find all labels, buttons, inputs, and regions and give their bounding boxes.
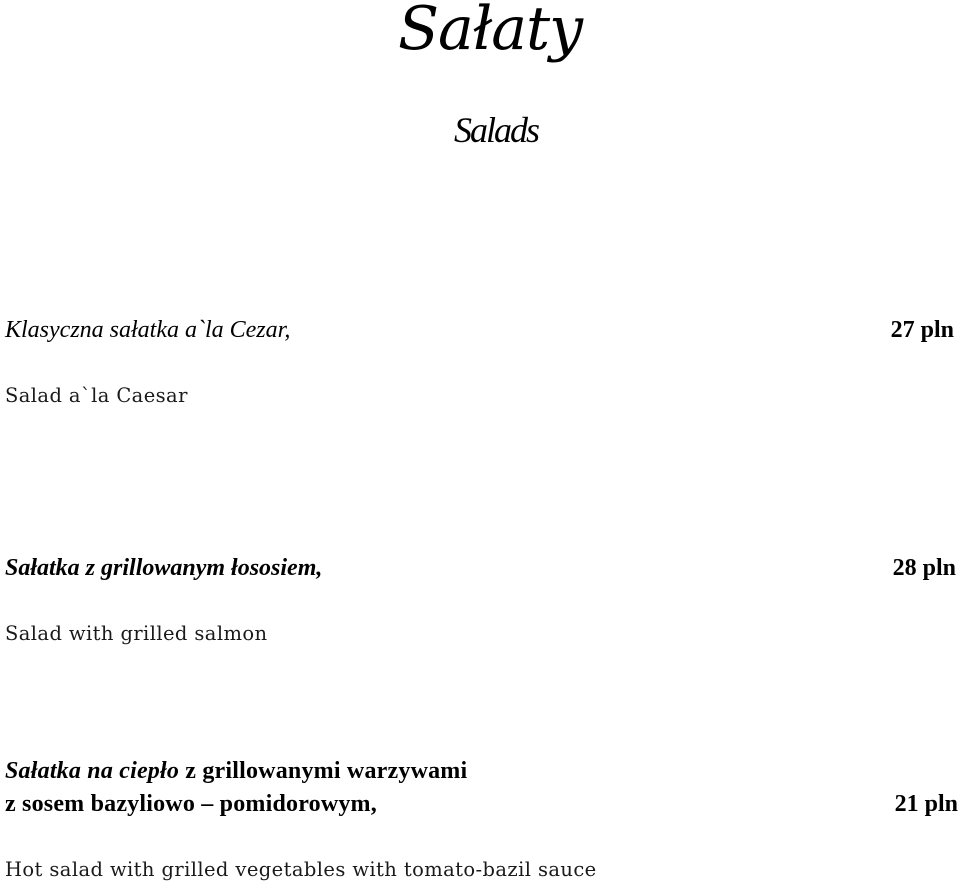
page-subtitle: Salads [453, 110, 538, 150]
dish-1-name-en: Salad a`la Caesar [5, 384, 188, 407]
dish-2-price: 28 pln [892, 555, 956, 581]
dish-3-name-pl-rest: z grillowanymi warzywami [179, 758, 468, 784]
dish-1-price: 27 pln [890, 317, 954, 343]
dish-3-name-pl-line2: z sosem bazyliowo – pomidorowym, [5, 791, 377, 817]
dish-3-name-pl-line1 [5, 756, 467, 786]
dish-3-price: 21 pln [894, 791, 958, 817]
dish-2-name-pl: Sałatka z grillowanym łososiem, [5, 555, 323, 581]
page-title: Sałaty [397, 0, 583, 64]
dish-3-name-en: Hot salad with grilled vegetables with tomato-bazil sauce [5, 858, 597, 881]
dish-2-name-en: Salad with grilled salmon [5, 622, 268, 645]
dish-1-name-pl: Klasyczna sałatka a`la Cezar, [5, 317, 291, 343]
dish-3-name-pl-italic: Sałatka na ciepło [5, 758, 180, 784]
